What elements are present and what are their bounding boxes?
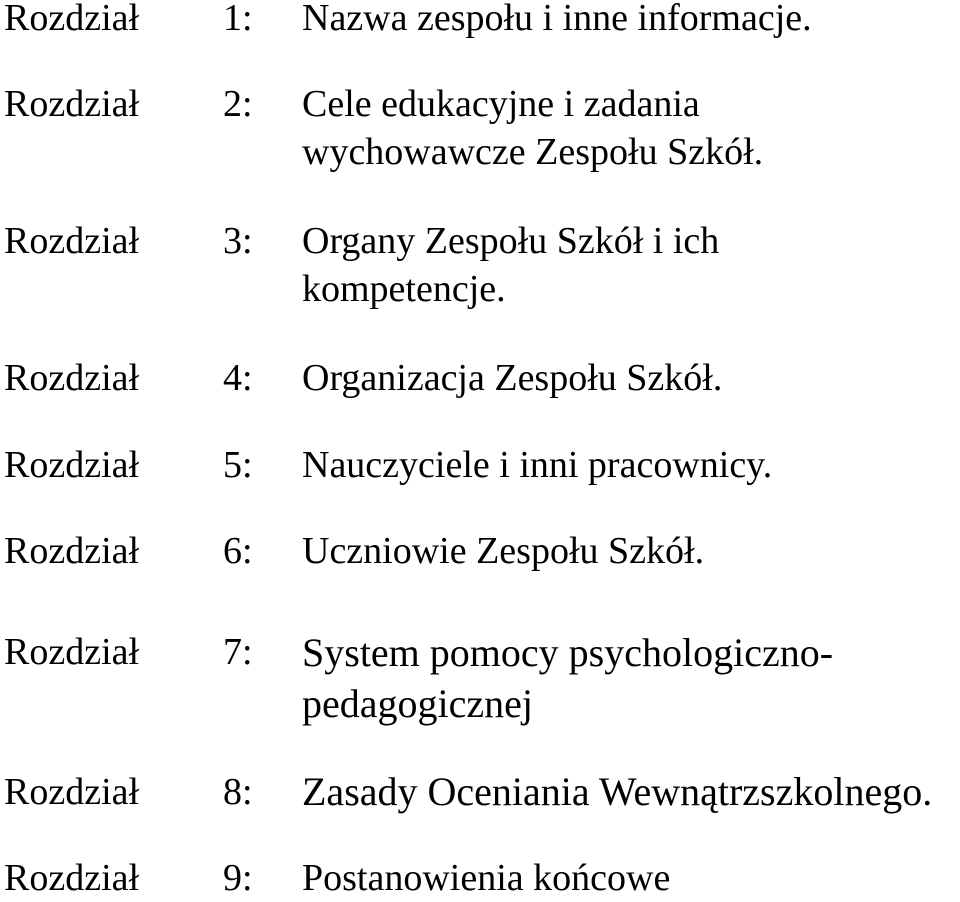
chapter-title: Uczniowie Zespołu Szkół. <box>302 530 705 572</box>
chapter-number: 1: <box>223 0 253 39</box>
chapter-title: Zasady Oceniania Wewnątrzszkolnego. <box>302 769 933 814</box>
chapter-word: Rozdział <box>4 771 140 813</box>
chapter-number: 9: <box>223 857 253 899</box>
chapter-title: Nazwa zespołu i inne informacje. <box>302 0 812 39</box>
chapter-number: 5: <box>223 444 253 486</box>
chapter-number: 3: <box>223 220 253 262</box>
chapter-title: Nauczyciele i inni pracownicy. <box>302 444 773 486</box>
chapter-number: 2: <box>223 83 253 125</box>
chapter-word: Rozdział <box>4 530 140 572</box>
chapter-title: Organy Zespołu Szkół i ich kompetencje. <box>302 220 720 310</box>
chapter-word: Rozdział <box>4 357 140 399</box>
chapter-number: 6: <box>223 530 253 572</box>
chapter-word: Rozdział <box>4 631 140 673</box>
chapter-number: 7: <box>223 631 253 673</box>
chapter-word: Rozdział <box>4 220 140 262</box>
chapter-word: Rozdział <box>4 0 140 39</box>
chapter-title: Cele edukacyjne i zadania wychowawcze Zespołu Szkół. <box>302 83 764 173</box>
chapter-word: Rozdział <box>4 857 140 899</box>
chapter-title: System pomocy psychologiczno-pedagogicznej <box>302 630 834 726</box>
chapter-title: Postanowienia końcowe <box>302 857 671 899</box>
chapter-number: 8: <box>223 771 253 813</box>
chapter-title: Organizacja Zespołu Szkół. <box>302 357 723 399</box>
chapter-word: Rozdział <box>4 444 140 486</box>
chapter-word: Rozdział <box>4 83 140 125</box>
chapter-number: 4: <box>223 357 253 399</box>
